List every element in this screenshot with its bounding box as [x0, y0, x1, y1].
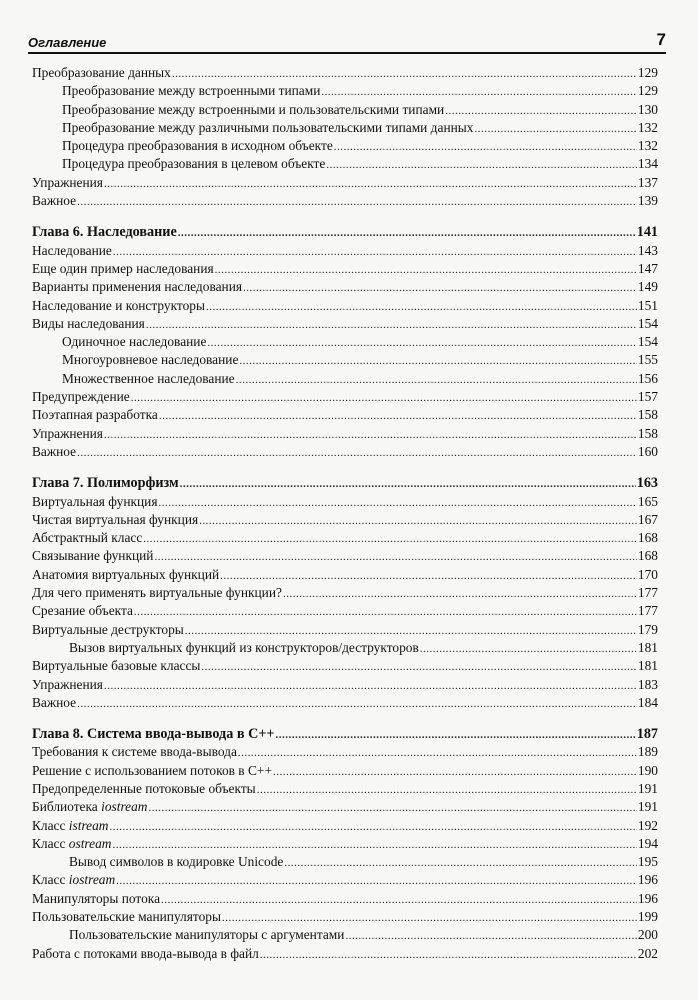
dot-leader — [420, 640, 637, 658]
dot-leader — [77, 695, 637, 713]
toc-entry-title: Виртуальные деструкторы — [32, 621, 184, 637]
toc-entry-row — [32, 871, 658, 889]
dot-leader — [146, 316, 637, 334]
toc-entry-row — [32, 260, 658, 278]
dot-leader — [109, 818, 636, 836]
toc-entry-row — [32, 333, 658, 351]
dot-leader — [283, 585, 637, 603]
toc-entry-row — [32, 547, 658, 565]
toc-entry-title: Пользовательские манипуляторы — [32, 909, 221, 925]
toc-entry-title: Связывание функций — [32, 548, 154, 564]
toc-entry-title: Одиночное наследование — [62, 334, 207, 350]
dot-leader — [206, 298, 637, 316]
toc-entry-row — [32, 351, 658, 369]
toc-page-number: 202 — [637, 945, 658, 961]
toc-page-number: 177 — [637, 585, 658, 601]
toc-page-number: 137 — [637, 174, 658, 190]
toc-entry-row — [32, 602, 658, 620]
toc-page-number: 191 — [637, 780, 658, 796]
toc-entry-title: Наследование и конструкторы — [32, 297, 205, 313]
toc-entry-row — [32, 315, 658, 333]
toc-entry-title — [32, 798, 147, 816]
toc-entry-title: Для чего применять виртуальные функции? — [32, 585, 282, 601]
toc-entry-row — [32, 890, 658, 908]
toc-entry-row — [32, 242, 658, 260]
toc-entry-row — [32, 762, 658, 780]
toc-entry-row — [32, 174, 658, 192]
dot-leader — [222, 909, 637, 927]
toc-entry-row — [32, 388, 658, 406]
toc-page-number: 147 — [637, 260, 658, 276]
toc-page-number: 154 — [637, 334, 658, 350]
toc-page-number: 194 — [637, 835, 658, 851]
dot-leader — [238, 744, 637, 762]
toc-page-number: 168 — [637, 548, 658, 564]
toc-page-number: 154 — [637, 315, 658, 331]
toc-entry-title: Предопределенные потоковые объекты — [32, 780, 256, 796]
toc-page-number: 151 — [637, 297, 658, 313]
dot-leader — [158, 494, 636, 512]
dot-leader — [201, 658, 637, 676]
toc-entry-title: Глава 6. Наследование — [32, 224, 177, 241]
toc-page-number: 190 — [637, 762, 658, 778]
toc-entry-title: Упражнения — [32, 676, 103, 692]
toc-entry-row — [32, 621, 658, 639]
toc-entry-title: Срезание объекта — [32, 603, 133, 619]
toc-entry-title: Упражнения — [32, 425, 103, 441]
toc-page-number: 158 — [637, 425, 658, 441]
dot-leader — [77, 193, 637, 211]
dot-leader — [257, 781, 637, 799]
toc-page-number: 141 — [636, 224, 658, 241]
dot-leader — [172, 65, 637, 83]
toc-chapter-row — [32, 474, 658, 492]
toc-entry-row — [32, 82, 658, 100]
dot-leader — [185, 622, 637, 640]
toc-entry-row — [32, 278, 658, 296]
toc-page-number: 192 — [637, 817, 658, 833]
dot-leader — [239, 352, 637, 370]
dot-leader — [276, 726, 636, 744]
toc-entry-row — [32, 694, 658, 712]
dot-leader — [104, 426, 637, 444]
toc-entry-row — [32, 425, 658, 443]
toc-entry-title: Работа с потоками ввода-вывода в файл — [32, 945, 259, 961]
toc-entry-row — [32, 297, 658, 315]
toc-page-number: 187 — [636, 726, 658, 743]
toc-page-number: 170 — [637, 566, 658, 582]
toc-entry-row — [32, 817, 658, 835]
toc-page-number: 179 — [637, 621, 658, 637]
dot-leader — [199, 512, 637, 530]
toc-page-number: 181 — [637, 639, 658, 655]
toc-page-number: 195 — [637, 854, 658, 870]
toc-page-number: 143 — [637, 242, 658, 258]
dot-leader — [77, 444, 637, 462]
toc-entry-row — [32, 566, 658, 584]
toc-entry-row — [32, 584, 658, 602]
dot-leader — [345, 927, 636, 945]
toc-entry-title — [32, 871, 115, 889]
dot-leader — [180, 475, 636, 493]
toc-entry-title: Поэтапная разработка — [32, 407, 158, 423]
toc-page-number: 132 — [637, 119, 658, 135]
section-gap — [32, 712, 658, 725]
toc-page-number: 156 — [637, 370, 658, 386]
toc-page-number: 167 — [637, 511, 658, 527]
toc-entry-row — [32, 192, 658, 210]
toc-page-number: 134 — [637, 156, 658, 172]
toc-entry-title: Преобразование данных — [32, 65, 171, 80]
toc-entry-row — [32, 908, 658, 926]
toc-entry-row — [32, 853, 658, 871]
toc-entry-row — [32, 370, 658, 388]
toc-entry-title: Упражнения — [32, 174, 103, 190]
toc-page-number: 155 — [637, 352, 658, 368]
toc-entry-row — [32, 155, 658, 173]
toc-entry-title: Преобразование между встроенными типами — [62, 83, 321, 99]
toc-entry-title: Преобразование между встроенными и пользовательскими типами — [62, 101, 445, 117]
toc-entry-title: Еще один пример наследования — [32, 260, 214, 276]
toc-entry-title-italic: ostream — [68, 835, 112, 851]
dot-leader — [236, 371, 637, 389]
header-page-number: 7 — [656, 30, 666, 49]
dot-leader — [148, 799, 636, 817]
dot-leader — [178, 224, 636, 242]
toc-entry-title: Важное — [32, 443, 77, 459]
dot-leader — [113, 243, 637, 261]
toc-entry-title-italic: istream — [68, 817, 109, 833]
section-gap — [32, 210, 658, 223]
toc-entry-title: Виртуальная функция — [32, 493, 158, 509]
toc-entry-row — [32, 529, 658, 547]
dot-leader — [154, 548, 636, 566]
toc-page-number: 165 — [637, 493, 658, 509]
dot-leader — [159, 407, 637, 425]
toc-entry-title: Чистая виртуальная функция — [32, 511, 199, 527]
toc-entry-title-prefix: Класс — [32, 817, 69, 833]
dot-leader — [220, 567, 637, 585]
toc-entry-row — [32, 493, 658, 511]
toc-page-number: 139 — [637, 193, 658, 209]
toc-entry-row — [32, 64, 658, 82]
toc-entry-title: Абстрактный класс — [32, 530, 143, 546]
toc-entry-title: Пользовательские манипуляторы с аргументами — [69, 927, 345, 943]
dot-leader — [273, 763, 637, 781]
toc-chapter-row — [32, 223, 658, 241]
toc-entry-row — [32, 511, 658, 529]
toc-entry-title-prefix: Класс — [32, 835, 69, 851]
toc-entry-title: Процедура преобразования в целевом объекте — [62, 156, 326, 172]
toc-entry-row — [32, 798, 658, 816]
toc-entry-title — [32, 835, 111, 853]
table-of-contents — [32, 64, 658, 963]
toc-entry-row — [32, 835, 658, 853]
toc-entry-title: Манипуляторы потока — [32, 890, 161, 906]
dot-leader — [116, 872, 637, 890]
toc-page-number: 196 — [637, 890, 658, 906]
page-header — [28, 30, 666, 54]
toc-entry-row — [32, 945, 658, 963]
header-title: Оглавление — [28, 35, 107, 50]
toc-entry-row — [32, 780, 658, 798]
dot-leader — [207, 334, 636, 352]
toc-page-number: 196 — [637, 872, 658, 888]
toc-page-number: 200 — [637, 927, 658, 943]
toc-entry-title: Анатомия виртуальных функций — [32, 566, 220, 582]
toc-entry-title: Важное — [32, 694, 77, 710]
section-gap — [32, 461, 658, 474]
dot-leader — [134, 603, 637, 621]
toc-entry-title-italic: iostream — [68, 872, 116, 888]
toc-page-number: 191 — [637, 799, 658, 815]
toc-entry-row — [32, 926, 658, 944]
toc-page-number: 184 — [637, 694, 658, 710]
toc-page-number: 157 — [637, 389, 658, 405]
toc-entry-title-italic: iostream — [101, 799, 148, 815]
toc-entry-title: Преобразование между различными пользовательскими типами данных — [62, 119, 474, 135]
toc-entry-title: Глава 7. Полиморфизм — [32, 475, 179, 492]
toc-entry-title: Вывод символов в кодировке Unicode — [69, 854, 284, 870]
dot-leader — [321, 83, 637, 101]
toc-entry-row — [32, 101, 658, 119]
toc-entry-title-prefix: Библиотека — [32, 799, 102, 815]
dot-leader — [215, 261, 637, 279]
toc-entry-title: Важное — [32, 193, 77, 209]
dot-leader — [104, 175, 637, 193]
toc-page-number: 132 — [637, 138, 658, 154]
dot-leader — [474, 120, 636, 138]
toc-entry-row — [32, 657, 658, 675]
toc-entry-title: Виды наследования — [32, 315, 145, 331]
dot-leader — [326, 156, 637, 174]
toc-entry-title-prefix: Класс — [32, 872, 69, 888]
toc-entry-title: Многоуровневое наследование — [62, 352, 239, 368]
dot-leader — [131, 389, 637, 407]
dot-leader — [104, 677, 637, 695]
toc-page-number: 189 — [637, 744, 658, 760]
dot-leader — [445, 102, 637, 120]
toc-entry-title: Глава 8. Система ввода-вывода в С++ — [32, 726, 275, 743]
toc-entry-row — [32, 443, 658, 461]
toc-page-number: 160 — [637, 443, 658, 459]
toc-page-number: 130 — [637, 101, 658, 117]
toc-entry-row — [32, 137, 658, 155]
toc-page-number: 129 — [637, 65, 658, 80]
toc-entry-row — [32, 743, 658, 761]
dot-leader — [243, 279, 637, 297]
dot-leader — [161, 891, 637, 909]
toc-page-number: 199 — [637, 909, 658, 925]
dot-leader — [112, 836, 636, 854]
toc-entry-title: Варианты применения наследования — [32, 279, 243, 295]
toc-entry-title: Требования к системе ввода-вывода — [32, 744, 237, 760]
toc-entry-title: Наследование — [32, 242, 112, 258]
toc-entry-title: Процедура преобразования в исходном объекте — [62, 138, 333, 154]
toc-page-number: 168 — [637, 530, 658, 546]
toc-page-number: 163 — [636, 475, 658, 492]
toc-page-number: 158 — [637, 407, 658, 423]
toc-entry-title: Вызов виртуальных функций из конструкторов/деструкторов — [69, 639, 419, 655]
dot-leader — [143, 530, 637, 548]
toc-page-number: 129 — [637, 83, 658, 99]
toc-entry-row — [32, 676, 658, 694]
toc-page-number: 181 — [637, 658, 658, 674]
toc-entry-title: Виртуальные базовые классы — [32, 658, 201, 674]
dot-leader — [260, 946, 637, 964]
toc-entry-row — [32, 119, 658, 137]
toc-entry-title: Множественное наследование — [62, 370, 235, 386]
toc-chapter-row — [32, 725, 658, 743]
toc-page-number: 183 — [637, 676, 658, 692]
toc-entry-title: Предупреждение — [32, 389, 130, 405]
toc-entry-row — [32, 639, 658, 657]
dot-leader — [334, 138, 637, 156]
toc-entry-row — [32, 406, 658, 424]
toc-entry-title: Решение с использованием потоков в С++ — [32, 762, 273, 778]
toc-page-number: 177 — [637, 603, 658, 619]
toc-entry-title — [32, 817, 108, 835]
toc-page-number: 149 — [637, 279, 658, 295]
dot-leader — [284, 854, 637, 872]
